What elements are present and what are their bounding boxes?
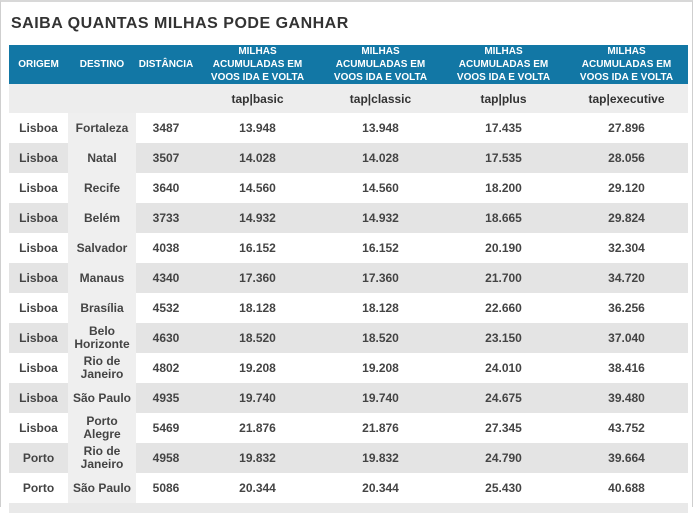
miles-basic-cell: 18.128: [196, 293, 319, 323]
miles-classic-cell: 17.360: [319, 263, 442, 293]
table-row: [9, 113, 688, 143]
distance-cell: 4038: [136, 233, 196, 263]
table-row: [9, 233, 688, 263]
destination-cell: São Paulo: [68, 473, 136, 503]
distance-cell: 4958: [136, 443, 196, 473]
miles-plus-cell: 24.010: [442, 353, 565, 383]
miles-classic-cell: 16.152: [319, 233, 442, 263]
table-row: [9, 473, 688, 503]
fare-brand-empty-cell: [136, 84, 196, 113]
miles-table-body: [9, 113, 688, 503]
miles-executive-cell: 29.120: [565, 173, 688, 203]
miles-plus-cell: 18.665: [442, 203, 565, 233]
origin-cell: Porto: [9, 473, 68, 503]
miles-plus-cell: 24.675: [442, 383, 565, 413]
miles-basic-cell: 19.832: [196, 443, 319, 473]
table-row: [9, 143, 688, 173]
distance-cell: 4340: [136, 263, 196, 293]
title-bar: [9, 2, 688, 45]
miles-executive-cell: 27.896: [565, 113, 688, 143]
column-header-origem: ORIGEM: [9, 45, 68, 84]
miles-classic-cell: 19.740: [319, 383, 442, 413]
miles-classic-cell: 18.520: [319, 323, 442, 353]
origin-cell: Lisboa: [9, 293, 68, 323]
destination-cell: Salvador: [68, 233, 136, 263]
miles-executive-cell: 39.480: [565, 383, 688, 413]
fare-brand-tap-plus: tap|plus: [442, 84, 565, 113]
miles-basic-cell: 14.028: [196, 143, 319, 173]
destination-cell: Manaus: [68, 263, 136, 293]
origin-cell: Porto: [9, 443, 68, 473]
origin-cell: Lisboa: [9, 413, 68, 443]
destination-cell: São Paulo: [68, 383, 136, 413]
fare-brand-tap-classic: tap|classic: [319, 84, 442, 113]
origin-cell: Lisboa: [9, 323, 68, 353]
destination-cell: Recife: [68, 173, 136, 203]
miles-classic-cell: 14.932: [319, 203, 442, 233]
miles-basic-cell: 21.876: [196, 413, 319, 443]
miles-classic-cell: 14.028: [319, 143, 442, 173]
distance-cell: 4802: [136, 353, 196, 383]
origin-cell: Lisboa: [9, 113, 68, 143]
destination-cell: Belo Horizonte: [68, 323, 136, 353]
miles-plus-cell: 18.200: [442, 173, 565, 203]
miles-classic-cell: 20.344: [319, 473, 442, 503]
miles-executive-cell: 34.720: [565, 263, 688, 293]
distance-cell: 5086: [136, 473, 196, 503]
column-header-miles-plus: MILHAS ACUMULADAS EM VOOS IDA E VOLTA: [442, 45, 565, 84]
miles-classic-cell: 21.876: [319, 413, 442, 443]
miles-plus-cell: 21.700: [442, 263, 565, 293]
miles-basic-cell: 18.520: [196, 323, 319, 353]
miles-plus-cell: 22.660: [442, 293, 565, 323]
miles-executive-cell: 43.752: [565, 413, 688, 443]
miles-executive-cell: 39.664: [565, 443, 688, 473]
column-header-destino: DESTINO: [68, 45, 136, 84]
table-header-row: [9, 45, 688, 84]
origin-cell: Lisboa: [9, 383, 68, 413]
miles-classic-cell: 14.560: [319, 173, 442, 203]
distance-cell: 3733: [136, 203, 196, 233]
table-row: [9, 413, 688, 443]
column-header-miles-executive: MILHAS ACUMULADAS EM VOOS IDA E VOLTA: [565, 45, 688, 84]
origin-cell: Lisboa: [9, 263, 68, 293]
distance-cell: 5469: [136, 413, 196, 443]
table-row: [9, 323, 688, 353]
miles-plus-cell: 24.790: [442, 443, 565, 473]
fare-brand-row: [9, 84, 688, 113]
miles-classic-cell: 19.208: [319, 353, 442, 383]
miles-plus-cell: 20.190: [442, 233, 565, 263]
destination-cell: Rio de Janeiro: [68, 443, 136, 473]
table-row: [9, 353, 688, 383]
column-header-distancia: DISTÂNCIA: [136, 45, 196, 84]
table-row: [9, 263, 688, 293]
destination-cell: Natal: [68, 143, 136, 173]
origin-cell: Lisboa: [9, 233, 68, 263]
destination-cell: Brasília: [68, 293, 136, 323]
distance-cell: 3640: [136, 173, 196, 203]
fare-brand-empty-cell: [68, 84, 136, 113]
miles-basic-cell: 16.152: [196, 233, 319, 263]
column-header-miles-basic: MILHAS ACUMULADAS EM VOOS IDA E VOLTA: [196, 45, 319, 84]
origin-cell: Lisboa: [9, 353, 68, 383]
miles-plus-cell: 25.430: [442, 473, 565, 503]
distance-cell: 4935: [136, 383, 196, 413]
miles-executive-cell: 28.056: [565, 143, 688, 173]
miles-classic-cell: 19.832: [319, 443, 442, 473]
miles-plus-cell: 17.535: [442, 143, 565, 173]
miles-classic-cell: 18.128: [319, 293, 442, 323]
miles-basic-cell: 17.360: [196, 263, 319, 293]
fare-brand-tap-basic: tap|basic: [196, 84, 319, 113]
origin-cell: Lisboa: [9, 203, 68, 233]
table-row: [9, 443, 688, 473]
miles-classic-cell: 13.948: [319, 113, 442, 143]
destination-cell: Rio de Janeiro: [68, 353, 136, 383]
miles-executive-cell: 40.688: [565, 473, 688, 503]
distance-cell: 3487: [136, 113, 196, 143]
table-row: [9, 173, 688, 203]
destination-cell: Belém: [68, 203, 136, 233]
miles-table: [9, 45, 688, 503]
footer-strip: [9, 503, 688, 513]
destination-cell: Porto Alegre: [68, 413, 136, 443]
table-row: [9, 383, 688, 413]
origin-cell: Lisboa: [9, 173, 68, 203]
miles-executive-cell: 36.256: [565, 293, 688, 323]
miles-executive-cell: 32.304: [565, 233, 688, 263]
column-header-miles-classic: MILHAS ACUMULADAS EM VOOS IDA E VOLTA: [319, 45, 442, 84]
table-row: [9, 203, 688, 233]
fare-brand-empty-cell: [9, 84, 68, 113]
miles-basic-cell: 13.948: [196, 113, 319, 143]
miles-basic-cell: 20.344: [196, 473, 319, 503]
distance-cell: 4630: [136, 323, 196, 353]
miles-executive-cell: 29.824: [565, 203, 688, 233]
fare-brand-tap-executive: tap|executive: [565, 84, 688, 113]
miles-basic-cell: 14.560: [196, 173, 319, 203]
miles-basic-cell: 14.932: [196, 203, 319, 233]
miles-basic-cell: 19.208: [196, 353, 319, 383]
origin-cell: Lisboa: [9, 143, 68, 173]
miles-plus-cell: 23.150: [442, 323, 565, 353]
miles-plus-cell: 17.435: [442, 113, 565, 143]
table-row: [9, 293, 688, 323]
miles-executive-cell: 37.040: [565, 323, 688, 353]
miles-plus-cell: 27.345: [442, 413, 565, 443]
page-title: SAIBA QUANTAS MILHAS PODE GANHAR: [11, 14, 349, 32]
distance-cell: 3507: [136, 143, 196, 173]
miles-executive-cell: 38.416: [565, 353, 688, 383]
distance-cell: 4532: [136, 293, 196, 323]
destination-cell: Fortaleza: [68, 113, 136, 143]
miles-basic-cell: 19.740: [196, 383, 319, 413]
